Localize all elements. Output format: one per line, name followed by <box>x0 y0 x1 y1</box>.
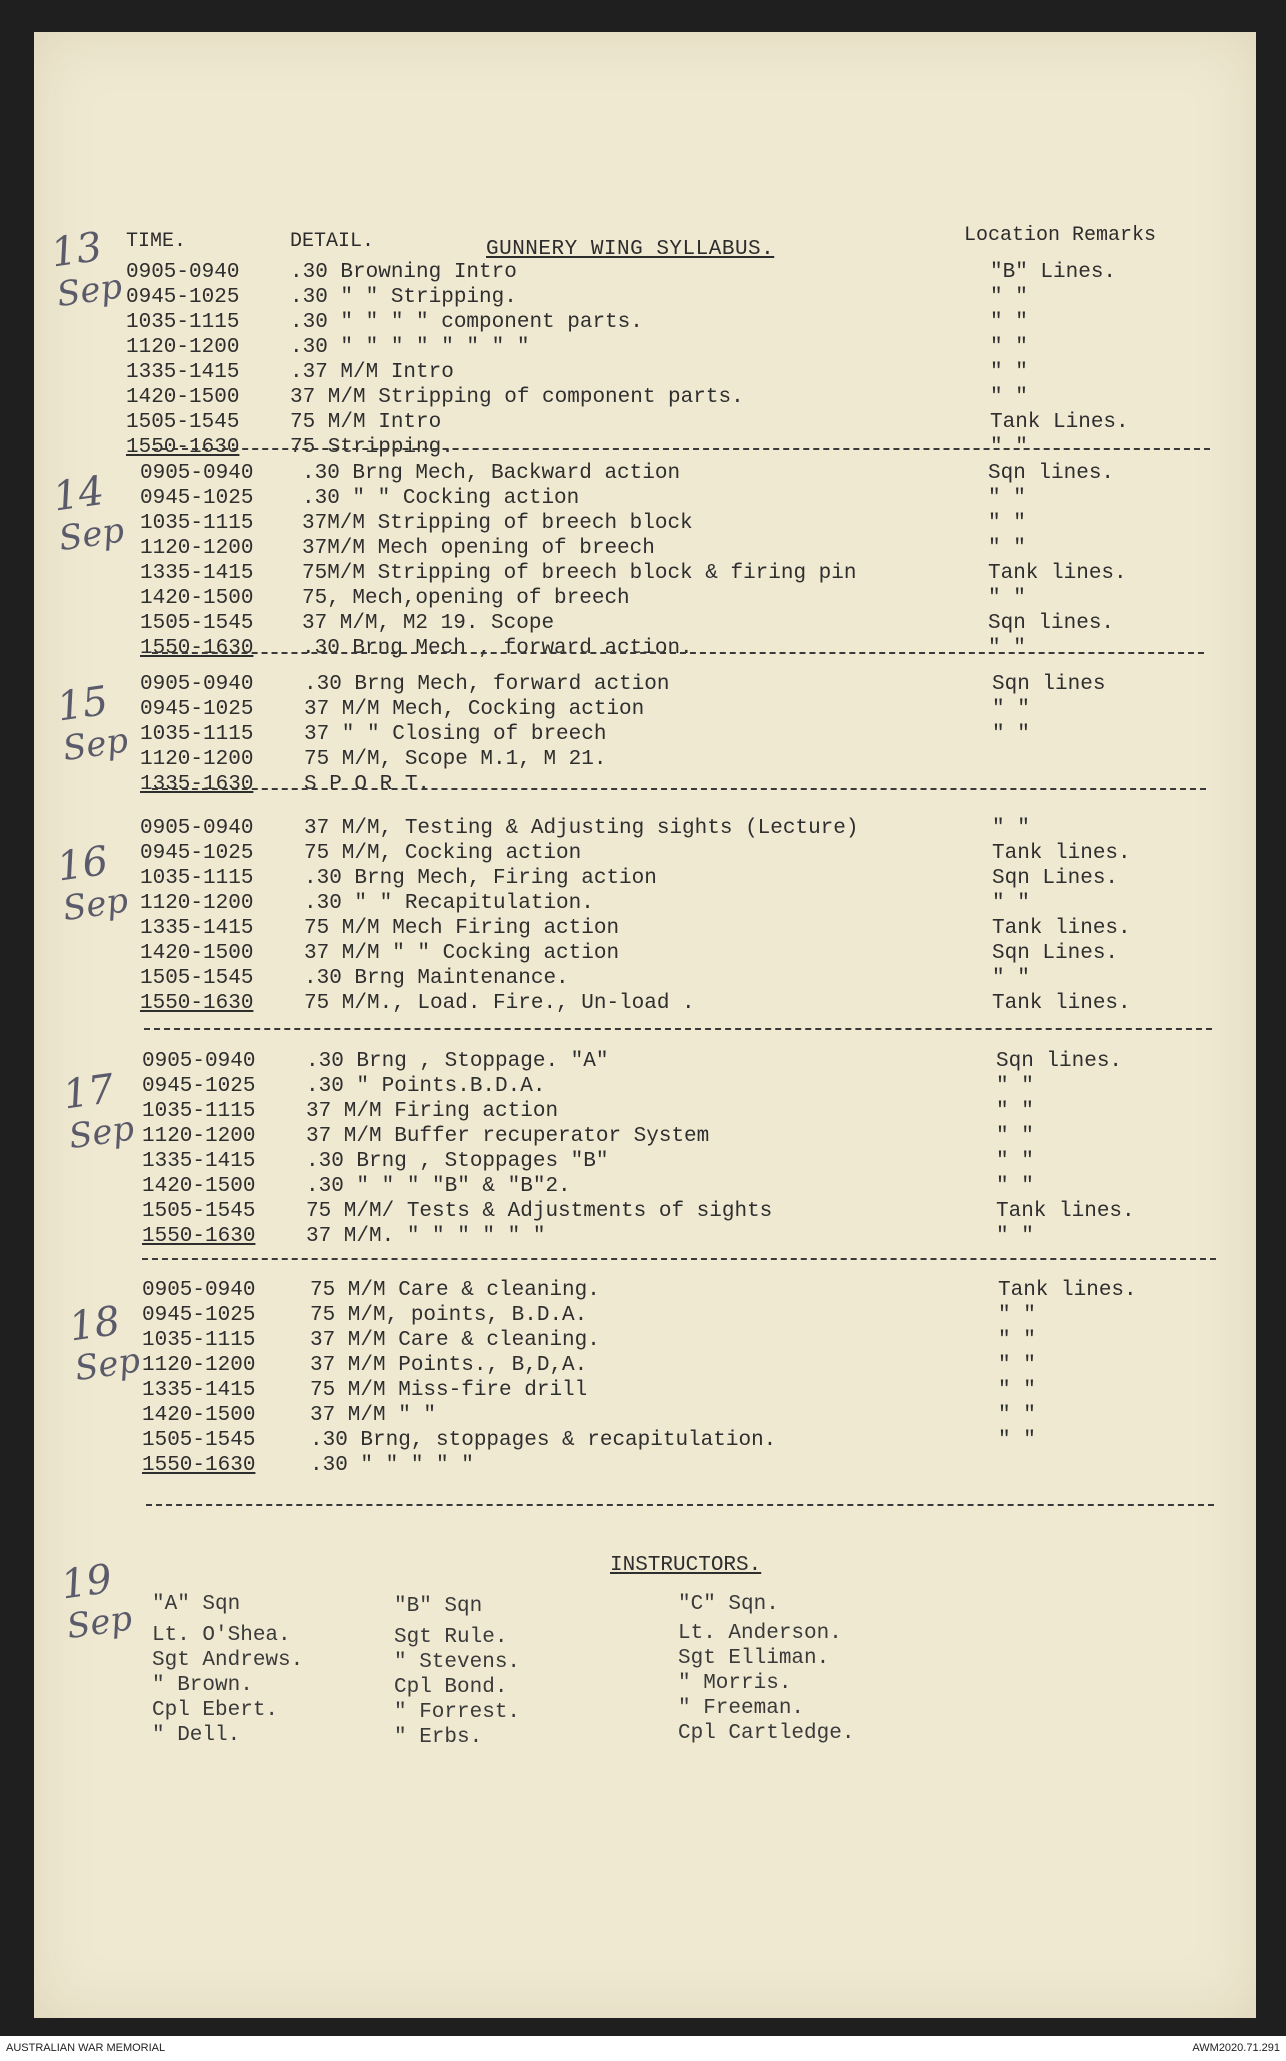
section-divider <box>144 1028 1212 1030</box>
row-location: " " <box>996 1075 1034 1098</box>
b-sqn-name: " Forrest. <box>394 1701 521 1724</box>
syllabus-row <box>140 941 1214 966</box>
row-time: 0945-1025 <box>140 698 254 721</box>
row-location: " " <box>990 311 1028 334</box>
syllabus-row <box>142 1074 1214 1099</box>
c-sqn-name: " Morris. <box>678 1672 792 1695</box>
syllabus-row <box>140 486 1214 511</box>
row-detail: 37 M/M " " Cocking action <box>304 942 620 965</box>
row-time: 0905-0940 <box>142 1050 256 1073</box>
row-detail: .37 M/M Intro <box>290 361 454 384</box>
footer-source: AUSTRALIAN WAR MEMORIAL <box>6 2042 166 2054</box>
handwritten-date: 13 Sep <box>48 223 125 316</box>
syllabus-row <box>126 260 1214 285</box>
row-time: 1420-1500 <box>140 942 254 965</box>
syllabus-row <box>142 1428 1214 1453</box>
row-time: 0905-0940 <box>142 1279 256 1302</box>
row-detail: 75 M/M., Load. Fire., Un-load . <box>304 992 695 1015</box>
row-detail: 37 M/M Mech, Cocking action <box>304 698 645 721</box>
row-location: " " <box>988 512 1026 535</box>
row-location: Tank lines. <box>998 1279 1137 1302</box>
row-detail: .30 " Points.B.D.A. <box>306 1075 546 1098</box>
row-time: 1120-1200 <box>142 1125 256 1148</box>
row-time: 0945-1025 <box>140 487 254 510</box>
row-time: 0945-1025 <box>142 1304 256 1327</box>
row-detail: .30 " " " " " <box>310 1454 474 1477</box>
row-detail: .30 Brng, stoppages & recapitulation. <box>310 1429 777 1452</box>
row-location: Sqn lines. <box>996 1050 1123 1073</box>
row-detail: .30 Brng Mech, Backward action <box>302 462 681 485</box>
row-time: 1550-1630 <box>140 992 254 1015</box>
row-time: 1420-1500 <box>142 1404 256 1427</box>
row-location: Tank lines. <box>992 917 1131 940</box>
header-time: TIME. <box>126 230 187 253</box>
a-sqn-name: Lt. O'Shea. <box>152 1624 291 1647</box>
row-detail: 75 M/M, points, B.D.A. <box>310 1304 588 1327</box>
syllabus-row <box>140 916 1214 941</box>
row-location: " " <box>996 1175 1034 1198</box>
c-sqn-name: Lt. Anderson. <box>678 1622 842 1645</box>
b-sqn-name: Cpl Bond. <box>394 1676 508 1699</box>
row-time: 1550-1630 <box>142 1225 256 1248</box>
a-sqn-name: Sgt Andrews. <box>152 1649 304 1672</box>
row-time: 1505-1545 <box>140 967 254 990</box>
row-detail: S P O R T. <box>304 773 431 796</box>
instructors-b-sqn <box>394 1594 520 1750</box>
archive-footer <box>0 2036 1286 2061</box>
row-detail: 37 M/M Care & cleaning. <box>310 1329 600 1352</box>
syllabus-row <box>140 772 1214 797</box>
row-location: " " <box>990 336 1028 359</box>
syllabus-row <box>142 1174 1214 1199</box>
row-detail: .30 " " " "B" & "B"2. <box>306 1175 571 1198</box>
c-sqn-name: " Freeman. <box>678 1697 805 1720</box>
row-location: " " <box>998 1429 1036 1452</box>
row-location: " " <box>992 723 1030 746</box>
row-detail: .30 " " " " component parts. <box>290 311 643 334</box>
row-location: Sqn Lines. <box>992 867 1119 890</box>
row-time: 1035-1115 <box>142 1329 256 1352</box>
header-detail: DETAIL. <box>290 230 375 253</box>
syllabus-row <box>142 1403 1214 1428</box>
row-detail: 75 M/M, Cocking action <box>304 842 582 865</box>
footer-accession-number: AWM2020.71.291 <box>1192 2042 1280 2054</box>
syllabus-row <box>140 722 1214 747</box>
row-location: " " <box>998 1304 1036 1327</box>
syllabus-row <box>140 966 1214 991</box>
row-detail: .30 Brng Mech, Firing action <box>304 867 657 890</box>
row-location: Tank lines. <box>996 1200 1135 1223</box>
section-divider <box>142 1258 1216 1260</box>
syllabus-row <box>126 360 1214 385</box>
row-time: 1035-1115 <box>140 512 254 535</box>
row-detail: 37M/M Mech opening of breech <box>302 537 655 560</box>
syllabus-row <box>140 841 1214 866</box>
row-detail: 75 M/M Miss-fire drill <box>310 1379 588 1402</box>
syllabus-row <box>140 586 1214 611</box>
syllabus-row <box>142 1453 1214 1478</box>
row-location: " " <box>988 637 1026 660</box>
row-time: 1120-1200 <box>142 1354 256 1377</box>
row-detail: .30 " " Cocking action <box>302 487 580 510</box>
section-divider <box>152 652 1204 654</box>
row-location: " " <box>996 1100 1034 1123</box>
row-location: " " <box>992 698 1030 721</box>
handwritten-date: 15 Sep <box>54 677 131 770</box>
syllabus-row <box>142 1378 1214 1403</box>
syllabus-row <box>140 561 1214 586</box>
row-time: 1335-1630 <box>140 773 254 796</box>
row-detail: 75 Stripping. <box>290 436 454 459</box>
b-sqn-name: " Stevens. <box>394 1651 521 1674</box>
row-time: 1505-1545 <box>142 1200 256 1223</box>
row-time: 0945-1025 <box>140 842 254 865</box>
row-detail: 37 M/M Points., B,D,A. <box>310 1354 588 1377</box>
syllabus-row <box>142 1353 1214 1378</box>
row-detail: .30 Brng , Stoppage. "A" <box>306 1050 609 1073</box>
syllabus-row <box>140 511 1214 536</box>
syllabus-row <box>126 310 1214 335</box>
row-time: 1335-1415 <box>126 361 240 384</box>
handwritten-date: 17 Sep <box>60 1065 137 1158</box>
row-detail: 37 M/M Buffer recuperator System <box>306 1125 710 1148</box>
row-location: " " <box>998 1404 1036 1427</box>
row-time: 0905-0940 <box>140 673 254 696</box>
row-detail: .30 Brng , Stoppages "B" <box>306 1150 609 1173</box>
row-location: " " <box>992 892 1030 915</box>
row-time: 1550-1630 <box>142 1454 256 1477</box>
header-location-remarks: Location Remarks <box>964 224 1157 247</box>
row-location: " " <box>988 587 1026 610</box>
handwritten-date-19: 19 Sep <box>58 1555 135 1648</box>
row-time: 1335-1415 <box>142 1150 256 1173</box>
c-sqn-heading: "C" Sqn. <box>678 1593 779 1616</box>
row-detail: 75 M/M/ Tests & Adjustments of sights <box>306 1200 773 1223</box>
c-sqn-name: Sgt Elliman. <box>678 1647 830 1670</box>
row-location: Sqn lines. <box>988 462 1115 485</box>
syllabus-row <box>140 891 1214 916</box>
syllabus-row <box>140 697 1214 722</box>
a-sqn-name: " Brown. <box>152 1674 253 1697</box>
row-time: 1505-1545 <box>140 612 254 635</box>
row-detail: .30 " " " " " " " " <box>290 336 530 359</box>
section-divider <box>152 448 1210 450</box>
row-location: Sqn Lines. <box>992 942 1119 965</box>
document-page <box>34 32 1256 2018</box>
row-location: Tank lines. <box>992 842 1131 865</box>
row-time: 1120-1200 <box>140 892 254 915</box>
row-detail: 37M/M Stripping of breech block <box>302 512 693 535</box>
row-time: 1035-1115 <box>126 311 240 334</box>
row-detail: 75, Mech,opening of breech <box>302 587 630 610</box>
syllabus-row <box>142 1328 1214 1353</box>
row-detail: 37 " " Closing of breech <box>304 723 607 746</box>
instructors-c-sqn <box>678 1592 854 1746</box>
row-detail: 75 M/M Mech Firing action <box>304 917 620 940</box>
syllabus-row <box>142 1149 1214 1174</box>
row-location: "B" Lines. <box>990 261 1117 284</box>
row-location: " " <box>990 436 1028 459</box>
row-time: 0905-0940 <box>140 462 254 485</box>
a-sqn-name: Cpl Ebert. <box>152 1699 279 1722</box>
syllabus-row <box>142 1224 1214 1249</box>
handwritten-date: 14 Sep <box>50 467 127 560</box>
row-time: 0945-1025 <box>126 286 240 309</box>
row-detail: .30 Brng Maintenance. <box>304 967 569 990</box>
syllabus-row <box>140 747 1214 772</box>
row-location: " " <box>998 1329 1036 1352</box>
row-location: " " <box>992 817 1030 840</box>
document-title: GUNNERY WING SYLLABUS. <box>486 238 775 261</box>
b-sqn-name: " Erbs. <box>394 1726 483 1749</box>
row-location: " " <box>990 361 1028 384</box>
section-divider <box>152 788 1206 790</box>
row-detail: .30 " " Recapitulation. <box>304 892 594 915</box>
syllabus-row <box>140 866 1214 891</box>
syllabus-row <box>142 1049 1214 1074</box>
row-time: 1335-1415 <box>140 917 254 940</box>
row-location: Tank lines. <box>988 562 1127 585</box>
row-time: 0905-0940 <box>126 261 240 284</box>
row-time: 1120-1200 <box>126 336 240 359</box>
row-detail: .30 Browning Intro <box>290 261 517 284</box>
syllabus-row <box>142 1099 1214 1124</box>
row-time: 1335-1415 <box>140 562 254 585</box>
b-sqn-name: Sgt Rule. <box>394 1626 508 1649</box>
row-detail: 37 M/M Firing action <box>306 1100 559 1123</box>
row-location: " " <box>990 286 1028 309</box>
instructors-a-sqn <box>152 1592 303 1748</box>
row-location: " " <box>990 386 1028 409</box>
handwritten-date: 18 Sep <box>66 1297 143 1390</box>
row-detail: 37 M/M Stripping of component parts. <box>290 386 744 409</box>
row-detail: 75 M/M Intro <box>290 411 442 434</box>
row-location: Sqn lines <box>992 673 1106 696</box>
row-time: 1035-1115 <box>142 1100 256 1123</box>
row-detail: 75 M/M, Scope M.1, M 21. <box>304 748 607 771</box>
row-detail: 37 M/M. " " " " " " <box>306 1225 546 1248</box>
syllabus-row <box>140 816 1214 841</box>
row-location: " " <box>992 967 1030 990</box>
syllabus-row <box>140 991 1214 1016</box>
row-time: 1120-1200 <box>140 537 254 560</box>
instructors-title: INSTRUCTORS. <box>610 1554 762 1577</box>
a-sqn-name: " Dell. <box>152 1724 241 1747</box>
row-detail: .30 Brng Mech , forward action. <box>302 637 693 660</box>
row-time: 1035-1115 <box>140 867 254 890</box>
section-divider <box>146 1504 1214 1506</box>
row-detail: 37 M/M " " <box>310 1404 437 1427</box>
row-time: 1420-1500 <box>126 386 240 409</box>
row-time: 1120-1200 <box>140 748 254 771</box>
row-time: 1550-1630 <box>126 436 240 459</box>
row-time: 1505-1545 <box>142 1429 256 1452</box>
syllabus-row <box>140 636 1214 661</box>
row-time: 1420-1500 <box>142 1175 256 1198</box>
row-detail: 37 M/M, M2 19. Scope <box>302 612 555 635</box>
row-location: " " <box>988 487 1026 510</box>
row-location: Sqn lines. <box>988 612 1115 635</box>
syllabus-row <box>126 285 1214 310</box>
syllabus-row <box>126 410 1214 435</box>
row-time: 0945-1025 <box>142 1075 256 1098</box>
row-detail: 37 M/M, Testing & Adjusting sights (Lecture) <box>304 817 859 840</box>
row-location: " " <box>988 537 1026 560</box>
row-time: 1335-1415 <box>142 1379 256 1402</box>
syllabus-row <box>142 1124 1214 1149</box>
row-time: 1550-1630 <box>140 637 254 660</box>
a-sqn-heading: "A" Sqn <box>152 1593 241 1616</box>
row-location: Tank lines. <box>992 992 1131 1015</box>
syllabus-row <box>142 1278 1214 1303</box>
row-time: 1035-1115 <box>140 723 254 746</box>
syllabus-row <box>126 385 1214 410</box>
syllabus-row <box>126 335 1214 360</box>
syllabus-row <box>140 611 1214 636</box>
syllabus-row <box>140 461 1214 486</box>
row-detail: 75M/M Stripping of breech block & firing pin <box>302 562 857 585</box>
syllabus-row <box>140 672 1214 697</box>
row-location: " " <box>996 1125 1034 1148</box>
row-location: " " <box>996 1225 1034 1248</box>
row-location: Tank Lines. <box>990 411 1129 434</box>
handwritten-date: 16 Sep <box>54 837 131 930</box>
syllabus-row <box>142 1199 1214 1224</box>
row-time: 1505-1545 <box>126 411 240 434</box>
row-detail: 75 M/M Care & cleaning. <box>310 1279 600 1302</box>
row-location: " " <box>998 1379 1036 1402</box>
syllabus-row <box>140 536 1214 561</box>
row-time: 0905-0940 <box>140 817 254 840</box>
row-detail: .30 Brng Mech, forward action <box>304 673 670 696</box>
row-detail: .30 " " Stripping. <box>290 286 517 309</box>
c-sqn-name: Cpl Cartledge. <box>678 1722 855 1745</box>
row-location: " " <box>996 1150 1034 1173</box>
row-time: 1420-1500 <box>140 587 254 610</box>
syllabus-row <box>142 1303 1214 1328</box>
b-sqn-heading: "B" Sqn <box>394 1595 483 1618</box>
row-location: " " <box>998 1354 1036 1377</box>
